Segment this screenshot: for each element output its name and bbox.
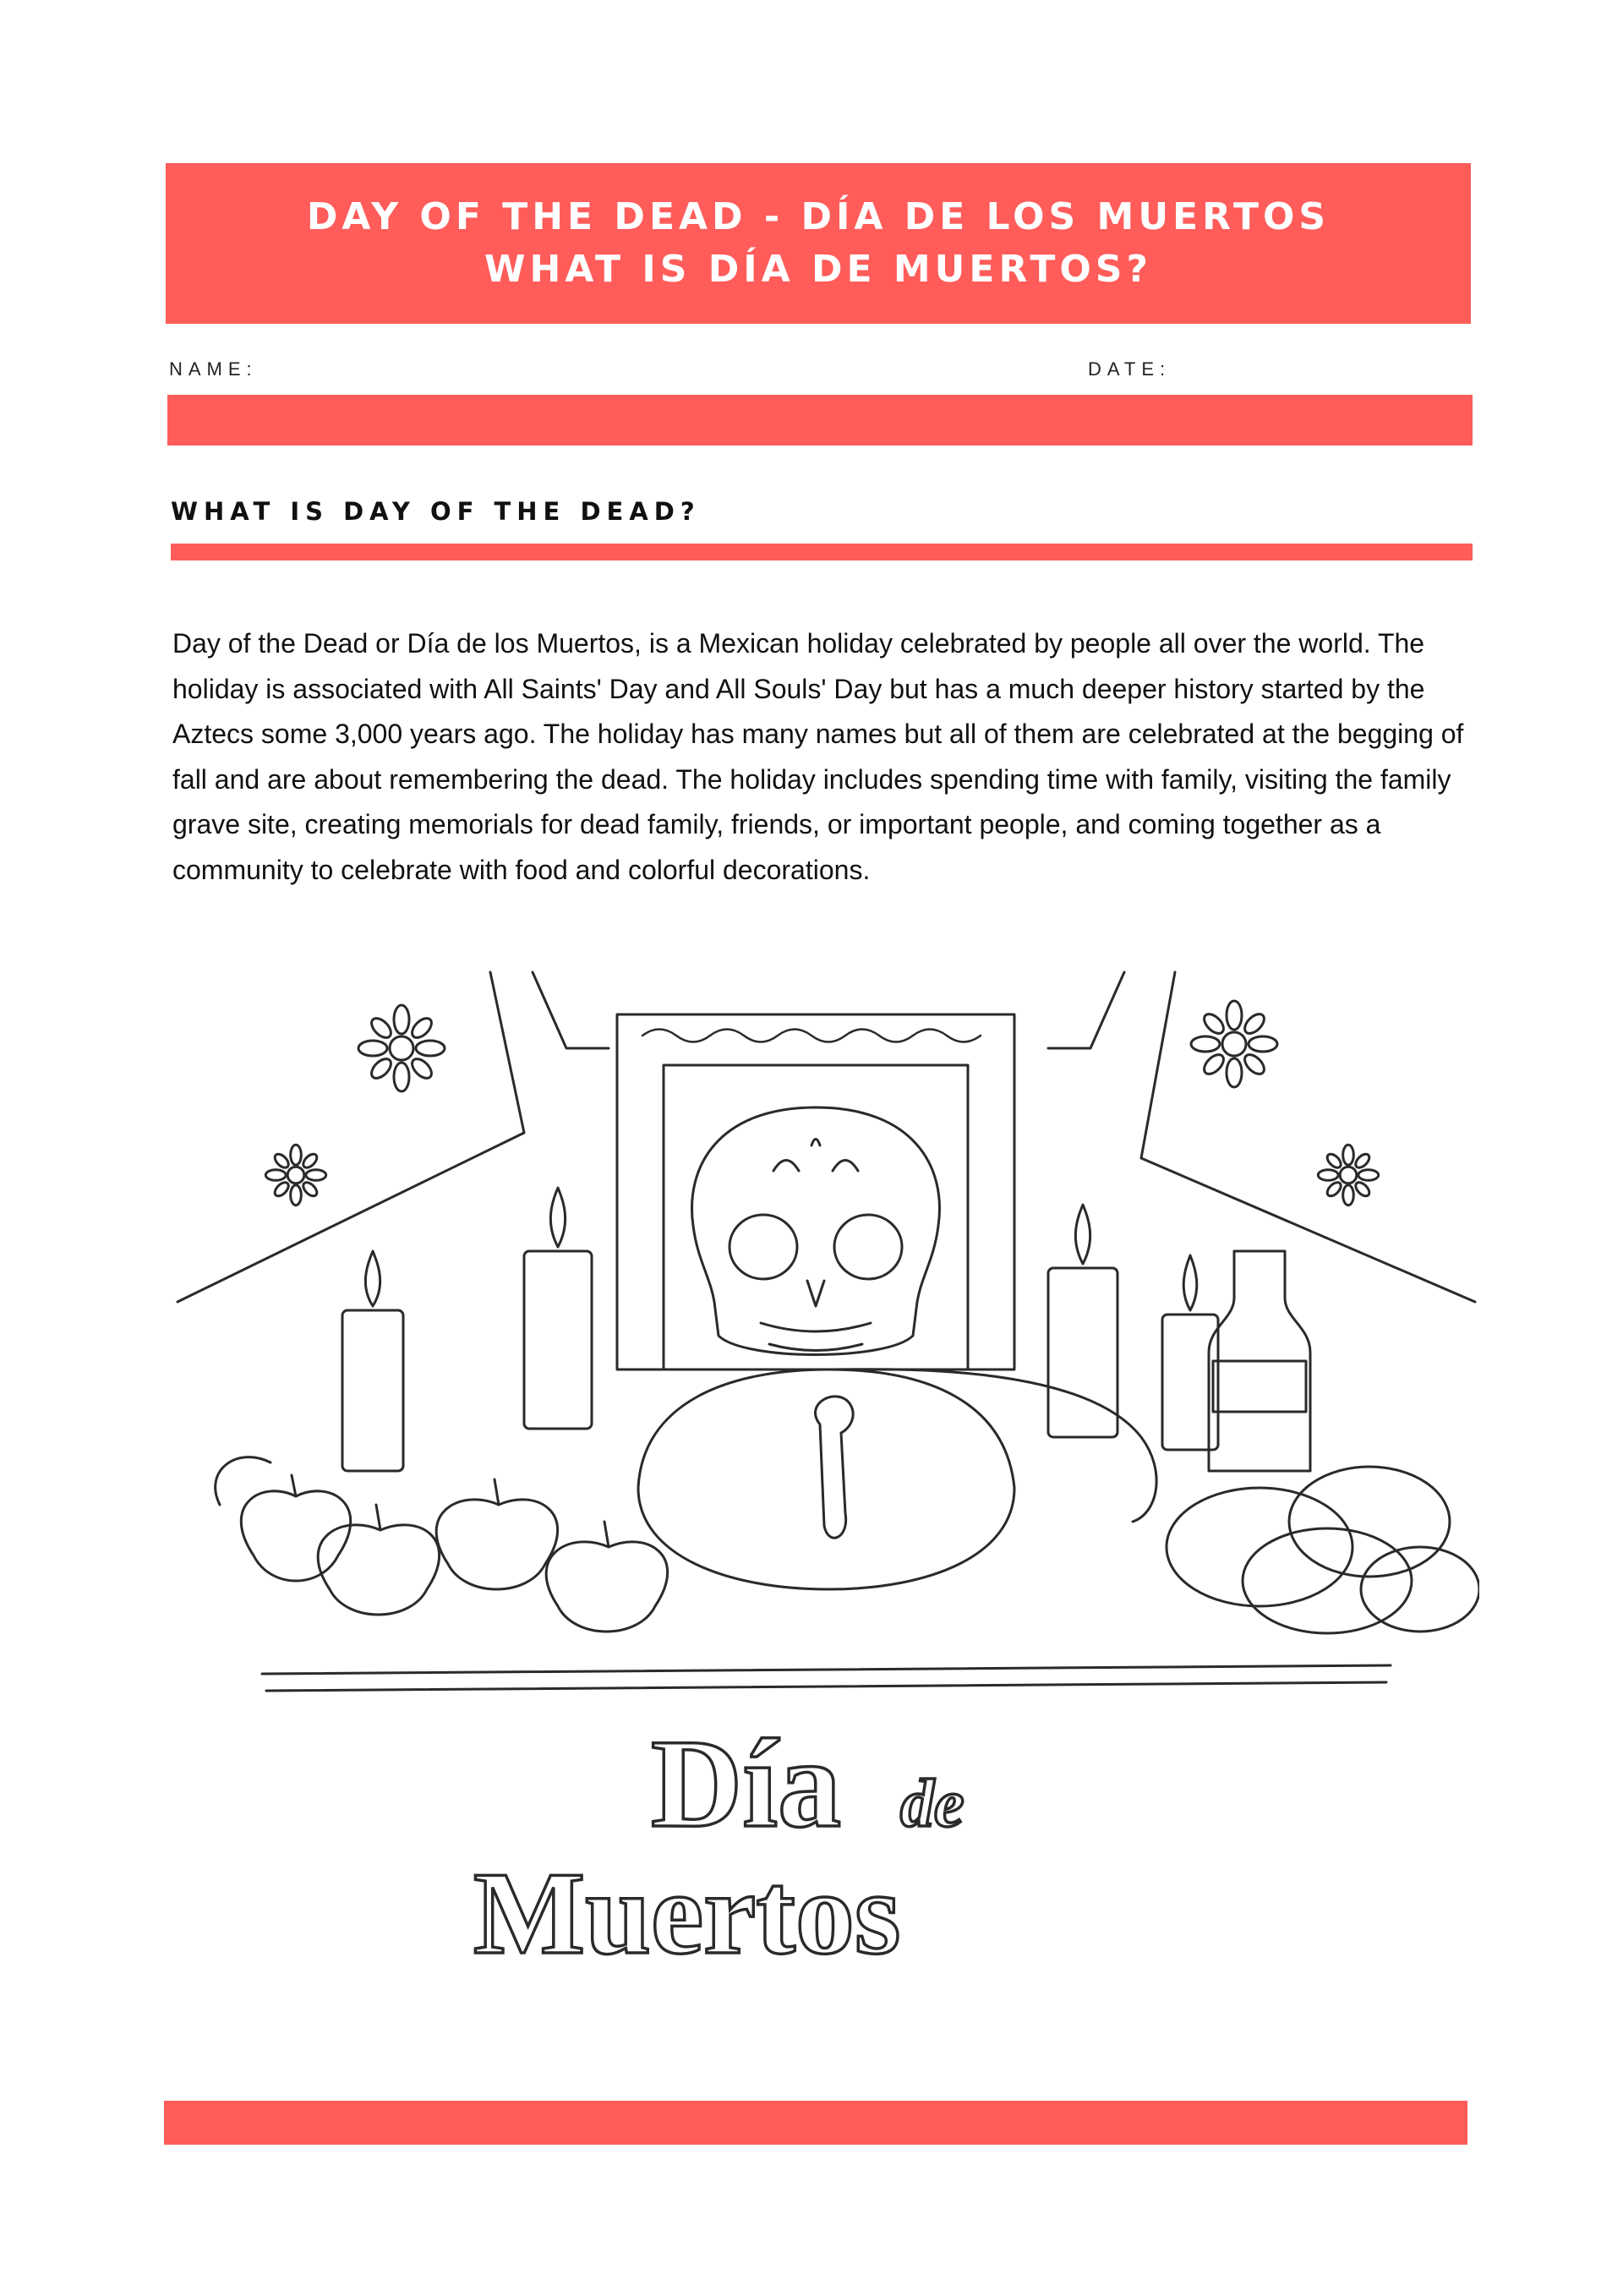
- candle-icon-3: [1048, 1205, 1118, 1437]
- section-rule: [171, 544, 1473, 560]
- title-banner: [166, 163, 1471, 324]
- date-label: DATE:: [1088, 358, 1172, 380]
- portrait-frame: [617, 1014, 1014, 1369]
- apples-group: [216, 1457, 668, 1632]
- section-heading: WHAT IS DAY OF THE DEAD?: [171, 497, 701, 526]
- intro-paragraph: Day of the Dead or Día de los Muertos, is a Mexican holiday celebrated by people all over the world. The holiday is associated with All Saints' Day and All Souls' Day but has a much deeper history started by the Aztecs some 3,000 years ago. The holiday has many names but all of them are celebrated at the begging of fall and are about remembering the dead. The holiday includes spending time with family, visiting the family grave site, creating memorials for dead family, friends, or important people, and coming together as a community to celebrate with food and colorful decorations.: [172, 628, 1464, 885]
- candle-icon-1: [342, 1251, 403, 1471]
- buns-group: [1167, 1467, 1479, 1633]
- title-line-1: DAY OF THE DEAD - DÍA DE LOS MUERTOS: [306, 195, 1331, 238]
- altar-illustration: [169, 964, 1479, 1750]
- name-date-bar: [167, 395, 1473, 446]
- logo-word-de: de: [900, 1767, 965, 1841]
- logo-word-muertos: Muertos: [473, 1848, 901, 1978]
- bottle-icon: [1209, 1251, 1310, 1471]
- dia-de-muertos-logo: [456, 1699, 1183, 1978]
- flower-icon-3: [1191, 1001, 1277, 1087]
- name-label: NAME:: [169, 358, 258, 380]
- flower-icon-1: [358, 1005, 445, 1091]
- table-line-2: [266, 1682, 1386, 1691]
- pan-de-muerto-icon: [638, 1369, 1156, 1589]
- sugar-skull-icon: [692, 1107, 940, 1355]
- logo-word-dia: Día: [651, 1714, 841, 1854]
- flower-icon-4: [1318, 1145, 1378, 1205]
- candle-icon-2: [524, 1188, 592, 1429]
- title-line-2: WHAT IS DÍA DE MUERTOS?: [484, 248, 1152, 291]
- flower-icon-2: [265, 1145, 325, 1205]
- footer-bar: [164, 2101, 1467, 2145]
- table-line-1: [262, 1665, 1391, 1674]
